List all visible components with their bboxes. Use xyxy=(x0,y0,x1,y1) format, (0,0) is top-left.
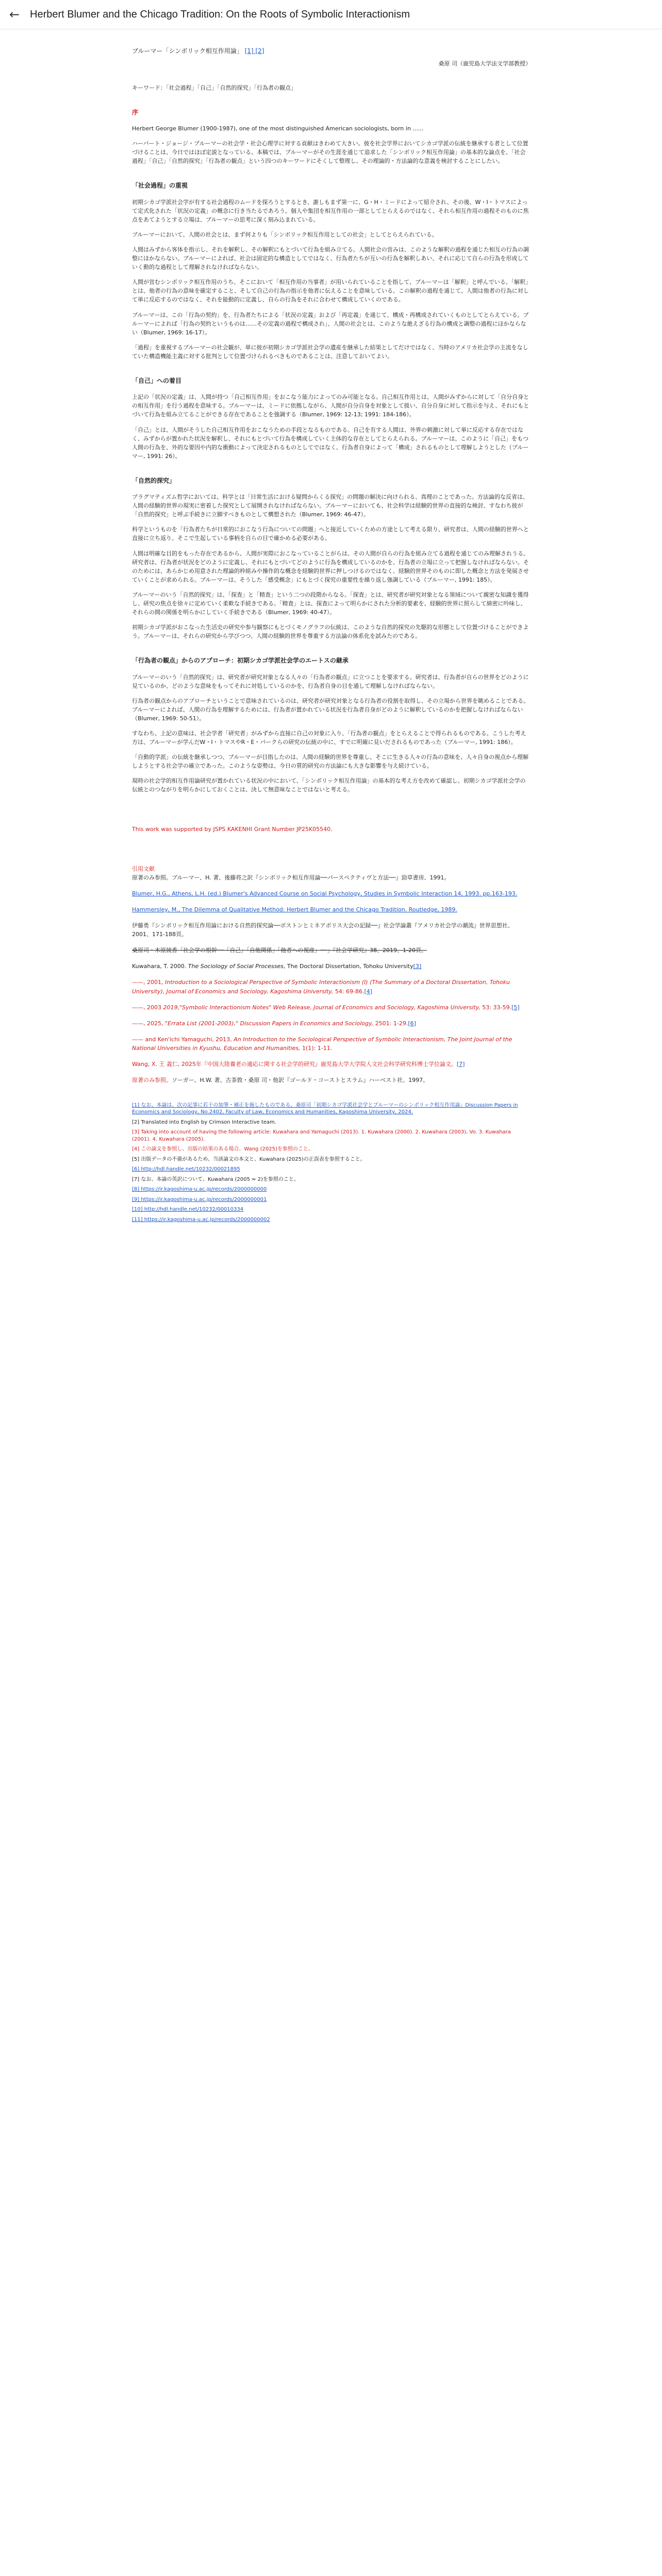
footnote-link[interactable]: [6] xyxy=(408,1020,416,1027)
section-heading-3: 「自然的探究」 xyxy=(132,477,176,484)
footnote[interactable]: [6] http://hdl.handle.net/10232/00021895 xyxy=(132,1166,240,1173)
reference-entry: 原著のみ参照。ソーガー、H.W. 著、古茶敦・桑原 司・他訳『ゴールド・コーストとスラム』ハーベスト社、1997。 xyxy=(132,1076,429,1083)
footnote-link[interactable]: [5] xyxy=(511,1004,520,1011)
reference-item: 原著のみ参照。ブルーマー、H. 著、後藤将之訳『シンボリック相互作用論──パースペクティヴと方法──』勁草書房、1991。 xyxy=(132,874,450,882)
document-body xyxy=(132,46,531,1226)
footnote: [4] この論文を参照し、出版の結果のある場合、Wang (2025)を参照のこと。 xyxy=(132,1146,313,1153)
paragraph: ブルーマーにおいて、人間の社会とは、まず何よりも「シンボリック相互作用としての社会」としてとらえられている。 xyxy=(132,231,438,239)
reference-item-struck: 桑原司・木原綾香「社会学の根幹──「自己」「自他関係」「他者への視座」──」『社会学研究』38、2019、1-20頁。 xyxy=(132,947,427,954)
footnote[interactable]: [11] https://ir.kagoshima-u.ac.jp/records/2000000002 xyxy=(132,1216,270,1223)
footnote-link[interactable]: [7] xyxy=(456,1060,465,1067)
paragraph: 現時の社会学的相互作用論研究が置かれている状況の中において、「シンボリック相互作用論」の基本的な考え方を改めて確認し、初期シカゴ学派社会学の伝統とのつながりを明らかにしておくことは、決して無意味なことではないと考える。 xyxy=(132,777,526,793)
paragraph: ハーバート・ジョージ・ブルーマーの社会学・社会心理学に対する貢献はきわめて大きい。彼を社会学界においてシカゴ学派の伝統を継承する者として位置づけることは、今日ではほぼ定説となっている。本稿では、ブルーマーがその生涯を通じて追求した「シンボリック相互作用論」の基本的な論点を、「社会過程」「自己」「自然的探究」「行為者の観点」という四つのキーワードにそくして整理し、その理論的・方法論的な意義を検討することにしたい。 xyxy=(132,140,528,165)
funding-note: This work was supported by JSPS KAKENHI Grant Number JP25K05540. xyxy=(132,826,333,833)
paragraph: 科学というものを「行為者たちが日常的におこなう行為についての問題」へと接近していくための方途として考える限り、研究者は、人間の経験的世界へと直接に立ち返り、そこで生起している事柄を自らの目で確かめる必要がある。 xyxy=(132,526,529,542)
reference-item: 伊藤勇『シンボリック相互作用論における自然的探究論──ボストンとミネアポリス大会の記録──』社会学論叢『アメリカ社会学の潮流』世界思想社、2001、171-188頁。 xyxy=(132,922,514,938)
section-heading-intro: 序 xyxy=(132,108,139,116)
reference-entry: ——, 2003 2019,"Symbolic Interactionism Notes" Web Release, Journal of Economics and Sociology, Kagoshima University, 53: 33-59.[5] xyxy=(132,1004,520,1011)
paragraph: 上記の「状況の定義」は、人間が持つ「自己相互作用」をおこなう能力によってのみ可能となる。自己相互作用とは、人間がみずからに対して「自分自身との相互作用」を行う過程を意味する。ブルーマーは、ミードに依拠しながら、人間が自分自身を対象として扱い、自分自身に対して指示を与え、それにもとづいて行為を組み立てることができる存在であることを強調する（Blumer, 1969: 12-13; 1991: 184-186）。 xyxy=(132,394,529,418)
paragraph: すなわち、上記の意味は、社会学者「研究者」がみずから直接に自己の対象に入り、「行為者の観点」をとらえることで得られるものである。こうした考え方は、ブルーマーが学んだW・I・トマスやR・E・パークらの研究の伝統の中に、すでに明確に見いだされるものであった（ブルーマー, 1991: 186）。 xyxy=(132,730,526,745)
arrow-left-icon: ← xyxy=(9,7,20,22)
paragraph: ブルーマーのいう「自然的探究」は、研究者が研究対象となる人々の「行為者の観点」に立つことを要求する。研究者は、行為者が自らの世界をどのように見ているのか、どのような意味をもってそれに対処しているのかを、行為者自身の目を通して理解しなければならない。 xyxy=(132,673,529,689)
paragraph: Herbert George Blumer (1900-1987), one of the most distinguished American sociologists, born in ...... xyxy=(132,125,424,132)
paragraph: 行為者の観点からのアプローチということで意味されているのは、研究者が研究対象となる行為者の役割を取得し、その立場から世界を眺めることである。ブルーマーによれば、人間の行為を理解するためには、行為者が置かれている状況を行為者自身がどのように解釈しているのかを把握しなければならない（Blumer, 1969: 50-51）。 xyxy=(132,697,529,722)
footnote-link[interactable]: [4] xyxy=(364,988,373,995)
footnote[interactable]: [8] https://ir.kagoshima-u.ac.jp/records/2000000000 xyxy=(132,1187,267,1193)
footnote[interactable]: [10] http://hdl.handle.net/10232/00010334 xyxy=(132,1207,244,1213)
paragraph: 人間が営むシンボリック相互作用のうち、そこにおいて「相互作用の当事者」が用いられていることを指して、ブルーマーは「解釈」と呼んでいる。「解釈」とは、他者の行為の意味を確定すること、そして自己の行為の指示を他者に伝えることを意味している。この解釈の過程を通じて、人間は他者の行為に対して単に反応するのではなく、それを能動的に定義し、自らの行為をそれに合わせて構成していくのである。 xyxy=(132,279,529,303)
footnote[interactable]: [9] https://ir.kagoshima-u.ac.jp/records/2000000001 xyxy=(132,1196,267,1202)
paragraph: 「過程」を重視するブルーマーの社会観が、単に彼が初期シカゴ学派社会学の遺産を継承した結果としてだけではなく、当時のアメリカ社会学の主流をなしていた構造機能主義に対する批判として位置づけられるべきものであることは、注意しておいてよい。 xyxy=(132,344,528,360)
paragraph: 「自己」とは、人間がそうした自己相互作用をおこなうための手段となるものである。自己を有する人間は、外界の刺激に対して単に反応する存在ではなく、みずからが置かれた状況を解釈し、それにもとづいて行為を構成していく主体的な存在としてとらえられる。ブルーマーは、このように「自己」をもつ人間の行為を、外的な要因や内的な衝動によって決定されるものとしてではなく、行為者自身によって「構成」されるものとして理解しようとした（ブルーマー, 1991: 26）。 xyxy=(132,426,529,460)
footnote: [5] 出版データの不備があるため、当該論文の本文と、Kuwahara (2025)の正誤表を参照すること。 xyxy=(132,1156,366,1162)
footnote: [7] なお、本論の英訳について、Kuwahara (2005 ≈ 2)を参照のこと。 xyxy=(132,1176,299,1182)
paragraph: 人間は明確な目的をもった存在であるから、人間が実際におこなっていることがらは、その人間が自らの行為を組み立てる過程を通じてのみ理解されうる。研究者は、行為者が状況をどのように定義し、それにもとづいてどのように行為を構成しているのかを、行為者の立場に立って把握しなければならない。そのためには、あらかじめ用意された理論的枠組みや操作的な概念を経験的世界に押しつけるのではなく、経験的世界そのものに即した概念と方法を発展させていくことが求められる。ブルーマーは、そうした「感受概念」にもとづく探究の重要性を繰り返し強調している（ブルーマー, 1991: 185）。 xyxy=(132,550,529,583)
paragraph: 人間はみずから客体を指示し、それを解釈し、その解釈にもとづいて行為を組み立てる。人間社会の営みは、このような解釈の過程を通じた相互の行為の調整にほかならない。ブルーマーによれば、社会は固定的な構造としてではなく、行為者たちが互いの行為を解釈しあい、それに応じて自らの行為を形成していく動的な過程として理解されなければならない。 xyxy=(132,246,529,271)
section-heading-1: 「社会過程」の重視 xyxy=(132,182,188,190)
keywords: キーワード：「社会過程」「自己」「自然的探究」「行為者の観点」 xyxy=(132,84,296,91)
section-heading-2: 「自己」への着目 xyxy=(132,377,182,384)
author: 桑原 司（鹿児島大学法文学部教授） xyxy=(438,60,531,67)
footnote-link[interactable]: [3] xyxy=(413,963,422,970)
footnote-link[interactable]: [1] [2] xyxy=(244,47,264,55)
paragraph: 初期シカゴ学派がおこなった生活史の研究や参与観察にもとづくモノグラフの伝統は、このような自然的探究の先駆的な形態として位置づけることができよう。ブルーマーは、それらの研究から学びつつ、人間の経験的世界を尊重する方法論の体系化を試みたのである。 xyxy=(132,623,529,639)
spacer xyxy=(132,1092,531,1102)
paragraph: ブルーマーのいう「自然的探究」は、「探査」と「精査」という二つの段階からなる。「探査」とは、研究者が研究対象となる領域について親密な知識を獲得し、研究の焦点を徐々に定めていく柔軟な手続きである。「精査」とは、探査によって明らかにされた分析的要素を、経験的世界に照らして綿密に吟味し、それらの間の関係を明らかにしていく手続きである（Blumer, 1969: 40-47）。 xyxy=(132,591,529,616)
footnote: [2] Translated into English by Crimson Interactive team. xyxy=(132,1119,276,1125)
paragraph: 初期シカゴ学派社会学が有する社会過程のムードを探ろうとするとき、誰しもまず第一に、G・H・ミードによって紹介され、その後、W・I・トマスによって定式化された「状況の定義」の概念に行き当たるであろう。個人や集団を相互作用の一部としてとらえるのではなく、それら相互作用の過程そのものに焦点をあてようとする立場は、ブルーマーの思考に深く刻み込まれている。 xyxy=(132,199,529,224)
back-button[interactable] xyxy=(4,4,25,25)
top-bar xyxy=(0,0,662,29)
paragraph: プラグマティズム哲学においては、科学とは「日常生活における疑問からくる探究」の問題の解決に向けられる、真理のことであった。方法論的な反省は、人間の経験的世界の現実に密着した探究として展開されなければならない。ブルーマーにおいても、社会科学は経験的世界の直接的な検討、すなわち彼が「自然的探究」と呼ぶ手続きに立脚すべきものとして構想された（Blumer, 1969: 46-47）。 xyxy=(132,494,529,518)
reference-item[interactable]: Blumer, H.G., Athens, L.H. (ed.) Blumer's Advanced Course on Social Psychology, Studies in Symbolic Interaction 14, 1993. pp.163-193. xyxy=(132,890,518,897)
reference-entry: Kuwahara, T. 2000. The Sociology of Social Processes, The Doctoral Dissertation, Tohoku University[3] xyxy=(132,963,422,970)
paragraph: ブルーマーは、この「行為の契約」を、行為者たちによる「状況の定義」および「再定義」を通じて、構成・再構成されていくものとしてとらえている。ブルーマーによれば「行為の契約というものは……その定義の過程で構成され」、人間の社会とは、このような絶えざる行為の構成と調整の過程にほかならない（Blumer, 1969: 16-17）。 xyxy=(132,311,529,336)
footnote[interactable]: [1] なお、本論は、次の記事に若干の加筆・補正を施したものである。桑原司「初期シカゴ学派社会学とブルーマーのシンボリック相互作用論」Discussion Papers in Economics and Sociology, No.2402, Faculty of Law, Economics and Humanities, Kagoshima University, 2024. xyxy=(132,1102,518,1115)
reference-entry: Wang, X. 王 義仁, 2025年『中国大陸養老の適応に関する社会学的研究』鹿児島大学大学院人文社会科学研究科博士学位論文。[7] xyxy=(132,1060,465,1067)
references-heading: 引用文献 xyxy=(132,866,155,873)
footnote: [3] Taking into account of having the following article: Kuwahara and Yamaguchi (2013). 1. Kuwahara (2000). 2. Kuwahara (2003), Vo. 3. Kuwahara (2001). 4. Kuwahara (2005). xyxy=(132,1129,511,1142)
reference-entry: —— and Ken'ichi Yamaguchi, 2013, An Introduction to the Sociological Perspective of Symbolic Interactionism, The Joint Journal of the National Universities in Kyushu, Education and Humanities, 1(1): 1-11. xyxy=(132,1036,512,1052)
section-heading-4: 「行為者の観点」からのアプローチ：初期シカゴ学派社会学のエートスの継承 xyxy=(132,656,349,664)
reference-entry: ——, 2025, "Errata List (2001-2003)," Discussion Papers in Economics and Sociology, 2501: 1-29.[6] xyxy=(132,1020,416,1027)
page-title: Herbert Blumer and the Chicago Tradition: On the Roots of Symbolic Interactionism xyxy=(30,8,410,20)
reference-entry: ——, 2001, Introduction to a Sociological Perspective of Symbolic Interactionism (I) (The Summary of a Doctoral Dissertation, Tohoku University), Journal of Economics and Sociology, Kagoshima University, 54: 69-86.[4] xyxy=(132,979,510,995)
jp-title: ブルーマー「シンボリック相互作用論」 [1] [2] xyxy=(132,47,264,55)
paragraph: 「自動的学派」の伝統を継承しつつ、ブルーマーが目指したのは、人間の経験的世界を尊重し、そこに生きる人々の行為の意味を、人々自身の視点から理解しようとする社会学の確立であった。このような姿勢は、今日の質的研究の方法論にも大きな影響を与え続けている。 xyxy=(132,753,529,769)
reference-item[interactable]: Hammersley, M., The Dilemma of Qualitative Method: Herbert Blumer and the Chicago Tradition. Routledge, 1989. xyxy=(132,906,457,913)
